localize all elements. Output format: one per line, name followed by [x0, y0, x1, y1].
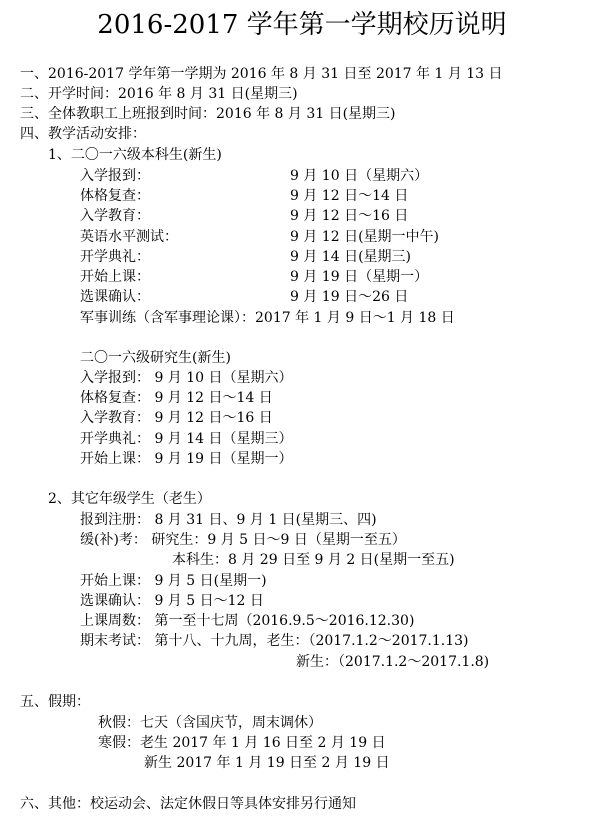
document-title: 2016-2017 学年第一学期校历说明: [97, 10, 507, 40]
others-register: 报到注册： 8 月 31 日、9 月 1 日(星期三、四): [80, 512, 377, 528]
grad-item: 体格复查： 9 月 12 日～14 日: [80, 390, 273, 406]
others-course-confirm: 选课确认： 9 月 5 日～12 日: [80, 593, 264, 609]
grad-item: 开始上课： 9 月 19 日（星期一）: [80, 451, 293, 467]
others-start-class: 开始上课： 9 月 5 日(星期一): [80, 573, 267, 589]
grad-heading: 二〇一六级研究生(新生): [80, 350, 231, 366]
holiday-winter-new: 新生 2017 年 1 月 19 日至 2 月 19 日: [144, 755, 390, 771]
undergrad-item-label: 开学典礼：: [80, 249, 150, 265]
undergrad-item-value: 9 月 14 日(星期三): [290, 249, 411, 265]
holiday-winter-old: 寒假：老生 2017 年 1 月 16 日至 2 月 19 日: [98, 735, 386, 751]
section-4-heading: 四、教学活动安排：: [20, 126, 146, 142]
undergrad-item-label: 体格复查：: [80, 188, 150, 204]
undergrad-item-value: 9 月 19 日（星期一）: [290, 269, 429, 285]
section-5-holidays-heading: 五、假期：: [20, 694, 90, 710]
others-heading: 2、其它年级学生（老生）: [48, 491, 211, 507]
undergrad-item-value: 9 月 19 日～26 日: [290, 289, 409, 305]
others-final-exam-new: 新生：（2017.1.2～2017.1.8): [296, 654, 490, 670]
grad-item: 入学教育： 9 月 12 日～16 日: [80, 410, 273, 426]
undergrad-item-label: 英语水平测试：: [80, 229, 178, 245]
grad-item: 入学报到： 9 月 10 日（星期六）: [80, 370, 293, 386]
others-makeup-undergrad: 本科生：8 月 29 日至 9 月 2 日(星期一至五): [172, 552, 455, 568]
holiday-autumn: 秋假：七天（含国庆节，周末调休）: [98, 715, 322, 731]
grad-item: 开学典礼： 9 月 14 日（星期三）: [80, 431, 293, 447]
section-2-start-date: 二、开学时间：2016 年 8 月 31 日(星期三): [20, 86, 298, 102]
undergrad-item-label: 开始上课：: [80, 269, 150, 285]
undergrad-item-label: 选课确认：: [80, 289, 150, 305]
undergrad-heading: 1、二〇一六级本科生(新生): [48, 147, 222, 163]
others-final-exam-old: 期末考试： 第十八、十九周，老生：（2017.1.2～2017.1.13): [80, 633, 469, 649]
undergrad-item-value: 9 月 12 日(星期一中午): [290, 229, 439, 245]
undergrad-item-value: 9 月 12 日～14 日: [290, 188, 409, 204]
undergrad-military-training: 军事训练（含军事理论课）：2017 年 1 月 9 日～1 月 18 日: [80, 310, 455, 326]
section-3-staff-report: 三、全体教职工上班报到时间：2016 年 8 月 31 日(星期三): [20, 106, 396, 122]
undergrad-item-value: 9 月 12 日～16 日: [290, 208, 409, 224]
undergrad-item-value: 9 月 10 日（星期六）: [290, 168, 429, 184]
section-1-semester: 一、2016-2017 学年第一学期为 2016 年 8 月 31 日至 2017 年 1 月 13 日: [20, 66, 503, 82]
undergrad-item-label: 入学教育：: [80, 208, 150, 224]
section-6-other: 六、其他：校运动会、法定休假日等具体安排另行通知: [20, 796, 356, 812]
others-teaching-weeks: 上课周数： 第一至十七周（2016.9.5～2016.12.30): [80, 613, 415, 629]
undergrad-item-label: 入学报到：: [80, 168, 150, 184]
others-makeup-grad: 缓(补)考： 研究生：9 月 5 日～9 日（星期一至五）: [80, 532, 406, 548]
